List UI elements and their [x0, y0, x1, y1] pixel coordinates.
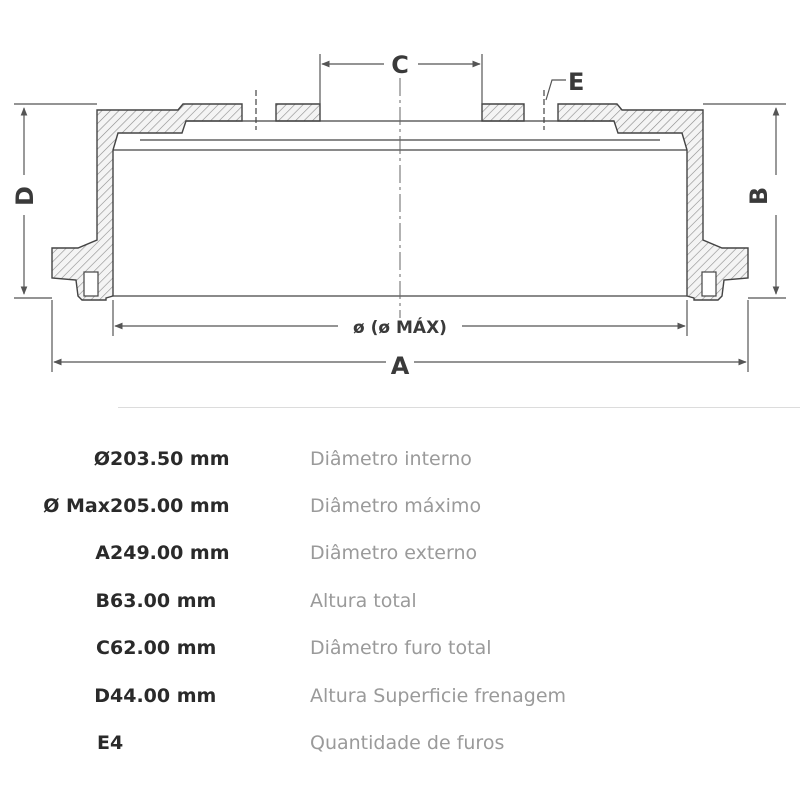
spec-code: B — [95, 589, 110, 612]
spec-value: 4 — [110, 732, 124, 755]
spec-value: 205.00 mm — [110, 495, 230, 518]
drum-right-wall — [558, 104, 748, 300]
spec-description: Diâmetro externo — [310, 542, 478, 565]
spec-value: 249.00 mm — [110, 542, 230, 565]
spec-code: Ø — [93, 447, 110, 470]
spec-code: D — [94, 684, 110, 707]
dimension-e-leader — [546, 80, 566, 100]
spec-row — [0, 577, 566, 624]
spec-code: A — [95, 542, 110, 565]
label-a: A — [390, 352, 410, 380]
label-e: E — [568, 68, 585, 96]
spec-code: C — [96, 637, 110, 660]
spec-row — [0, 482, 566, 529]
spec-description: Altura Superficie frenagem — [310, 684, 567, 707]
spec-value: 44.00 mm — [110, 684, 217, 707]
spec-value: 63.00 mm — [110, 589, 217, 612]
label-inner-diameter: ø (ø MÁX) — [353, 318, 447, 338]
spec-description: Altura total — [310, 589, 417, 612]
spec-value: 62.00 mm — [110, 637, 217, 660]
spec-row — [0, 719, 566, 766]
spec-row — [0, 435, 566, 482]
spec-description: Diâmetro máximo — [310, 495, 482, 518]
spec-row — [0, 530, 566, 577]
label-c: C — [391, 51, 409, 79]
label-b: B — [745, 186, 773, 206]
spec-value: 203.50 mm — [110, 447, 230, 470]
spec-row — [0, 672, 566, 719]
spec-description: Diâmetro interno — [310, 447, 472, 470]
divider — [118, 407, 800, 408]
specs-table — [0, 435, 566, 767]
hub-left-segment — [276, 104, 320, 121]
spec-row — [0, 625, 566, 672]
label-d: D — [11, 186, 39, 206]
spec-description: Quantidade de furos — [310, 732, 505, 755]
spec-code: Ø Max — [43, 495, 110, 518]
spec-code: E — [97, 732, 110, 755]
hub-right-segment — [482, 104, 524, 121]
drum-left-wall — [52, 104, 242, 300]
spec-description: Diâmetro furo total — [310, 637, 492, 660]
